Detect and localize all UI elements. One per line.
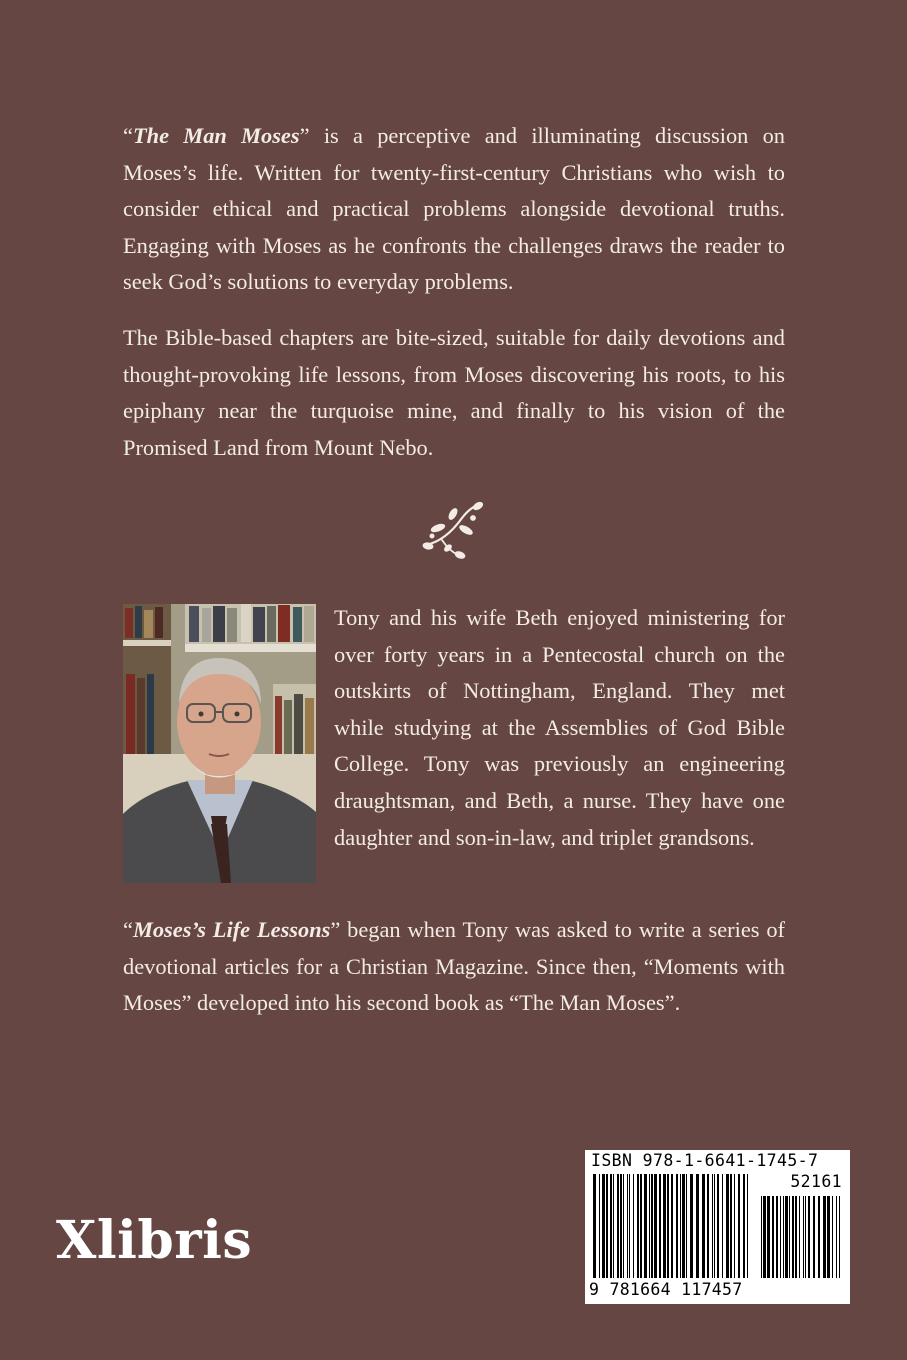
barcode-bar [743,1174,745,1278]
barcode-bar [602,1174,605,1278]
barcode-bar [623,1174,624,1278]
author-text-2: ” began when Tony was asked to write a series of devotional articles for a Christian Magazine. Since then, “Moments with Moses” developed into his second book as “The Man Moses”. [123,917,785,1016]
description-paragraph-2: The Bible-based chapters are bite-sized, suitable for daily devotions and thought-provoking life lessons, from Moses discovering his roots, to his epiphany near the turquoise mine, and finally to his vision of the Promised Land from Mount Nebo. [123,325,785,460]
barcode-bar [761,1196,762,1278]
barcode-bar [776,1196,778,1278]
barcode-bar [726,1174,729,1278]
barcode-bar [785,1196,788,1278]
barcode-bar [629,1174,630,1278]
barcode-bar [702,1174,705,1278]
barcode-bar [823,1196,826,1278]
isbn-label: ISBN 978-1-6641-1745-7 [591,1151,819,1170]
barcode-bar [795,1196,797,1278]
barcode-bar [799,1196,800,1278]
floral-ornament-icon [418,500,490,560]
barcode-bar [610,1174,612,1278]
barcode [585,1150,850,1304]
barcode-bar [640,1174,642,1278]
barcode-bar [712,1174,713,1278]
barcode-bar [714,1174,715,1278]
barcode-bar [763,1196,766,1278]
barcode-bar [696,1174,699,1278]
barcode-bar [667,1174,669,1278]
author-bio: Tony and his wife Beth enjoyed ministering for over forty years in a Pentecostal church on the outskirts of Nottingham, England. They met while studying at the Assemblies of God Bible College. Tony was previously an engineering draughtsman, and Beth, a nurse. They have one daughter and son-in-law, and triplet grandsons. [334,605,785,850]
barcode-bar [676,1174,678,1278]
ean13-digits: 9 781664 117457 [589,1280,743,1299]
price-code: 52161 [790,1172,842,1191]
addon-barcode-bars [761,1196,843,1278]
barcode-bar [599,1174,600,1278]
barcode-bar [627,1174,628,1278]
barcode-bar [717,1174,719,1278]
barcode-bar [734,1174,735,1278]
barcode-bar [792,1196,794,1278]
barcode-bar [780,1196,781,1278]
barcode-bar [686,1174,687,1278]
barcode-bar [617,1174,619,1278]
barcode-bar [671,1174,673,1278]
barcode-bar [836,1196,837,1278]
author-photo [123,604,316,883]
description-paragraph-1 [123,118,785,301]
barcode-bar [651,1174,653,1278]
barcode-bar [839,1196,840,1278]
barcode-bar [772,1196,774,1278]
close-quote: ” [299,123,310,148]
barcode-bar [832,1196,833,1278]
barcode-bar [767,1196,770,1278]
open-quote: “ [123,917,133,942]
barcode-bar [818,1196,820,1278]
book-title: The Man Moses [132,123,300,148]
barcode-bar [730,1174,732,1278]
barcode-bar [808,1196,810,1278]
barcode-bar [789,1196,790,1278]
barcode-bar [680,1174,681,1278]
barcode-bar [803,1196,804,1278]
barcode-bar [663,1174,666,1278]
barcode-bar [827,1196,830,1278]
barcode-bar [738,1174,740,1278]
barcode-bars [593,1174,753,1278]
barcode-bar [593,1174,596,1278]
barcode-bar [613,1174,614,1278]
barcode-bar [649,1174,650,1278]
open-quote: “ [123,123,133,148]
barcode-bar [813,1196,815,1278]
barcode-bar [682,1174,685,1278]
series-title: Moses’s Life Lessons [132,917,331,942]
barcode-bar [633,1174,634,1278]
author-paragraph-2 [123,912,785,1022]
barcode-bar [707,1174,709,1278]
barcode-bar [659,1174,661,1278]
barcode-bar [690,1174,693,1278]
barcode-bar [722,1174,723,1278]
publisher-logo: Xlibris [56,1210,253,1271]
barcode-bar [637,1174,639,1278]
barcode-bar [747,1174,748,1278]
description-text-1: is a perceptive and illuminating discussion on Moses’s life. Written for twenty-first-century Christians who wish to consider ethical and practical problems alongside devotional truths. Engaging with Moses as he confronts the challenges draws the reader to seek God’s solutions to everyday problems. [123,123,785,295]
barcode-bar [606,1174,608,1278]
barcode-bar [644,1174,647,1278]
barcode-bar [620,1174,622,1278]
barcode-bar [783,1196,784,1278]
barcode-bar [654,1174,657,1278]
barcode-bar [805,1196,806,1278]
